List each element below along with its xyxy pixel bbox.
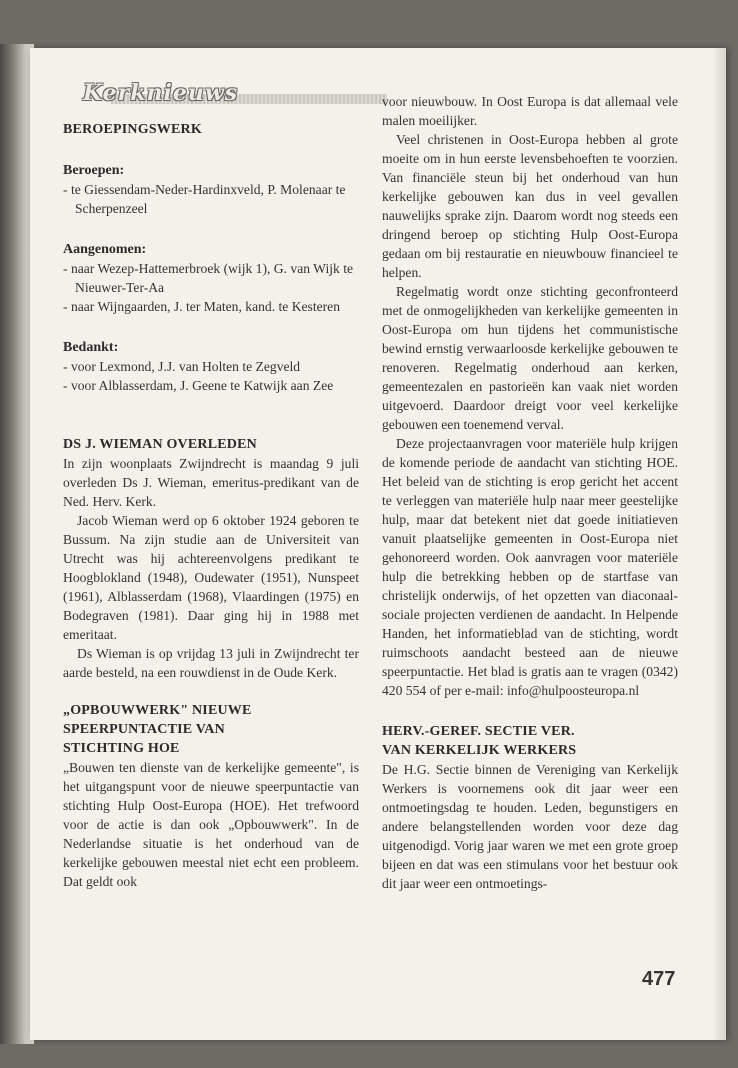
opbouwwerk-continued-2: Veel christenen in Oost-Europa hebben al grote moeite om in hun eerste levensbehoeften te voorzien. Van financiële steun bij het onderhoud van hun kerkelijke gebouwen kan dus in veel gevallen nauwelijks sprake zijn. Daarom wordt nog steeds een dringend beroep op stichting Hulp Oost-Europa gedaan om bij restauratie en nieuwbouw financieel te helpen.: [382, 132, 678, 280]
wieman-paragraph-2: Jacob Wieman werd op 6 oktober 1924 geboren te Bussum. Na zijn studie aan de Universiteit van Utrecht was hij achtereenvolgens predikant te Hoogblokland (1948), Oudewater (1951), Nunspeet (1961), Alblasserdam (1968), Vlaardingen (1975) en Bodegraven (1981). Daar ging hij in 1988 met emeritaat.: [63, 513, 359, 642]
magazine-page: [30, 48, 726, 1040]
herv-geref-heading-line-1: HERV.-GEREF. SECTIE VER.: [382, 724, 575, 739]
opbouwwerk-heading-line-2: SPEERPUNTACTIE VAN: [63, 722, 225, 737]
wieman-paragraph-1: In zijn woonplaats Zwijndrecht is maandag 9 juli overleden Ds J. Wieman, emeritus-predikant van de Ned. Herv. Kerk.: [63, 456, 359, 509]
page-edge-shadow: [712, 48, 726, 1040]
opbouwwerk-continued-4: Deze projectaanvragen voor materiële hulp krijgen de komende periode de aandacht van stichting HOE. Het beleid van de stichting is erop gericht het accent te verleggen van materiële hulp naar meer geestelijke hulp, maar dat betekent niet dat goede initiatieven vanuit plaatselijke gemeenten in Oost-Europa niet gehonoreerd worden. Ook aanvragen voor materiële hulp die betrekking hebben op de startfase van christelijk onderwijs, of het opzetten van diaconaal-sociale projecten verdienen de aandacht. In Helpende Handen, het informatieblad van de stichting, wordt ruimschoots aandacht besteed aan de nieuwe speerpuntactie. Het blad is gratis aan te vragen (0342) 420 554 of per e-mail: info@hulpoosteuropa.nl: [382, 436, 678, 698]
page-number: 477: [642, 968, 676, 990]
wieman-heading: DS J. WIEMAN OVERLEDEN: [63, 437, 257, 452]
opbouwwerk-heading-line-1: „OPBOUWWERK" NIEUWE: [63, 703, 252, 718]
opbouwwerk-continued-3: Regelmatig wordt onze stichting geconfronteerd met de onmogelijkheden van kerkelijke gemeenten in Oost-Europa om hun tijdens het communistische bewind ernstig verwaarloosde kerkelijke gebouwen te renoveren. Regelmatig onderhoud aan kerken, gemeentezalen en pastorieën kan vaak niet worden uitgevoerd. Daardoor dreigt voor veel kerkelijke gebouwen een toenemend verval.: [382, 284, 678, 432]
bedankt-list: [63, 357, 359, 395]
section-title: Kerknieuws: [83, 80, 239, 106]
herv-geref-paragraph: De H.G. Sectie binnen de Vereniging van Kerkelijk Werkers is voornemens ook dit jaar weer een ontmoetingsdag te houden. Leden, begunstigers en andere belangstellenden worden voor deze dag uitgenodigd. Vorig jaar waren we met een grote groep bijeen en dat was een stimulans voor het bestuur ook dit jaar weer een ontmoetings-: [382, 762, 678, 891]
opbouwwerk-heading-line-3: STICHTING HOE: [63, 741, 180, 756]
opbouwwerk-paragraph: „Bouwen ten dienste van de kerkelijke gemeente", is het uitgangspunt voor de nieuwe speerpuntactie van stichting Hulp Oost-Europa (HOE). Het trefwoord voor de actie is dan ook „Opbouwwerk". In de Nederlandse situatie is het onderhoud van de kerkelijke gebouwen meestal niet echt een probleem. Dat geldt ook: [63, 760, 359, 889]
right-column: [382, 92, 678, 893]
book-spine: [0, 44, 34, 1044]
opbouwwerk-continued-1: voor nieuwbouw. In Oost Europa is dat allemaal vele malen moeilijker.: [382, 94, 678, 128]
list-item: - voor Lexmond, J.J. van Holten te Zegveld: [63, 357, 359, 376]
beroepen-list: [63, 180, 359, 218]
beroepingswerk-heading: BEROEPINGSWERK: [63, 122, 202, 137]
bedankt-label: Bedankt:: [63, 340, 119, 355]
aangenomen-list: [63, 259, 359, 316]
wieman-paragraph-3: Ds Wieman is op vrijdag 13 juli in Zwijndrecht ter aarde besteld, na een rouwdienst in de Oude Kerk.: [63, 646, 359, 680]
herv-geref-heading-line-2: VAN KERKELIJK WERKERS: [382, 743, 577, 758]
list-item: - te Giessendam-Neder-Hardinxveld, P. Molenaar te Scherpenzeel: [63, 180, 359, 218]
beroepen-label: Beroepen:: [63, 163, 125, 178]
left-column: [63, 80, 359, 891]
list-item: - naar Wijngaarden, J. ter Maten, kand. te Kesteren: [63, 297, 359, 316]
section-banner: [63, 80, 359, 110]
aangenomen-label: Aangenomen:: [63, 242, 147, 257]
list-item: - voor Alblasserdam, J. Geene te Katwijk aan Zee: [63, 376, 359, 395]
list-item: - naar Wezep-Hattemerbroek (wijk 1), G. van Wijk te Nieuwer-Ter-Aa: [63, 259, 359, 297]
